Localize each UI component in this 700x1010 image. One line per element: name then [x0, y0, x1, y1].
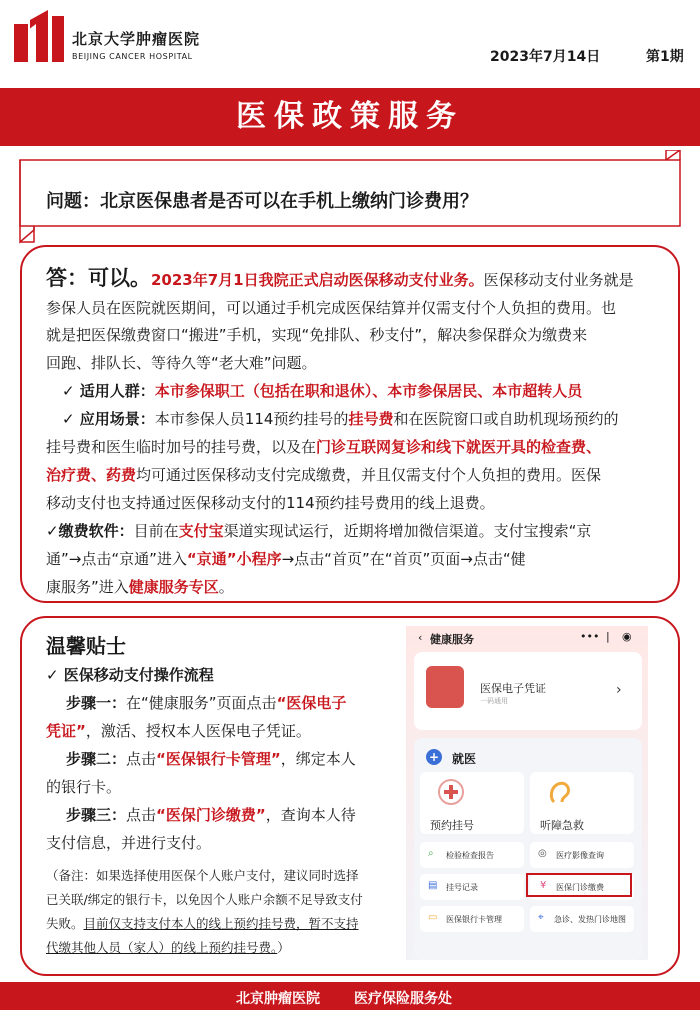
ear-icon: [544, 778, 574, 808]
plus-icon: +: [426, 749, 442, 765]
applicable-crowd: ✓ 适用人群：本市参保职工（包括在职和退休）、本市参保居民、本市超转人员: [62, 382, 583, 400]
appointment-label: 预约挂号: [430, 819, 474, 832]
hospital-logo-english-name: BEIJING CANCER HOSPITAL: [72, 52, 193, 61]
tips-flow-heading: ✓ 医保移动支付操作流程: [46, 666, 214, 684]
question-text: 问题：北京医保患者是否可以在手机上缴纳门诊费用？: [46, 191, 478, 212]
application-scene-line-3: 治疗费、药费均可通过医保移动支付完成缴费，并且仅需支付个人负担的费用。医保: [46, 466, 602, 484]
application-scene-line-2: 挂号费和医生临时加号的挂号费，以及在门诊互联网复诊和线下就医开具的检查费、: [46, 438, 602, 456]
phone-page-title: 健康服务: [430, 633, 474, 646]
application-scene-line-4: 移动支付也支持通过医保移动支付的114预约挂号费用的线上退费。: [46, 494, 495, 512]
outpatient-payment-label: 医保门诊缴费: [556, 883, 604, 892]
lab-report-label: 检验检查报告: [446, 851, 494, 860]
footer-department: 医疗保险服务处: [354, 991, 452, 1007]
step-3-line-1: 步骤三：点击“医保门诊缴费”，查询本人待: [66, 806, 356, 824]
yuan-icon: ¥: [540, 880, 547, 891]
payment-software-line-1: ✓缴费软件：目前在支付宝渠道实现试运行，近期将增加微信渠道。支付宝搜索“京: [46, 522, 592, 540]
answer-lead: 2023年7月1日我院正式启动医保移动支付业务。: [151, 271, 484, 289]
application-scene-line-1: ✓ 应用场景：本市参保人员114预约挂号的挂号费和在医院窗口或自助机现场预约的: [62, 410, 619, 428]
imaging-icon: ◎: [538, 848, 547, 859]
issue-date: 2023年7月14日: [490, 49, 601, 65]
answer-heading: 答：可以。: [46, 266, 151, 290]
step-1-line-2: 凭证”，激活、授权本人医保电子凭证。: [46, 722, 311, 740]
banner-title: 医保政策服务: [236, 99, 464, 134]
divider-icon: |: [606, 630, 610, 643]
issue-number: 第1期: [646, 49, 684, 65]
answer-line-4: 回跑、排队长、等待久等“老大难”问题。: [46, 354, 317, 372]
close-icon[interactable]: ◉: [622, 630, 632, 643]
hearing-emergency-label: 听障急救: [540, 819, 584, 832]
hospital-logo-chinese-name: 北京大学肿瘤医院: [72, 30, 201, 48]
note-line-2: 已关联/绑定的银行卡，以免因个人账户余额不足导致支付: [46, 892, 363, 907]
footer-bar: [0, 982, 700, 1010]
answer-line-2: 参保人员在医院就医期间，可以通过手机完成医保结算并仅需支付个人负担的费用。也: [46, 299, 617, 317]
more-icon[interactable]: •••: [580, 630, 600, 643]
footer-hospital: 北京肿瘤医院: [236, 991, 320, 1007]
bank-card-icon: ▭: [428, 912, 438, 923]
outpatient-payment-highlight: [526, 873, 632, 897]
e-voucher-icon: [426, 666, 464, 708]
medical-section-title: 就医: [452, 752, 477, 766]
search-icon: ⌕: [428, 848, 434, 859]
record-icon: ▤: [428, 880, 438, 891]
hospital-cross-icon: [436, 778, 466, 806]
map-pin-icon: ⌖: [538, 912, 544, 923]
registration-record-label: 挂号记录: [446, 883, 478, 892]
step-2-line-2: 的银行卡。: [46, 778, 122, 796]
payment-software-line-2: 通”→点击“京通”进入“京通”小程序→点击“首页”在“首页”页面→点击“健: [46, 550, 526, 568]
note-line-1: （备注：如果选择使用医保个人账户支付，建议同时选择: [46, 868, 359, 883]
step-2-line-1: 步骤二：点击“医保银行卡管理”，绑定本人: [66, 750, 356, 768]
tips-title: 温馨贴士: [46, 634, 126, 658]
hospital-logo-mark: [14, 10, 64, 62]
note-line-3: 失败。目前仅支持支付本人的线上预约挂号费，暂不支持: [46, 916, 359, 931]
note-line-4: 代缴其他人员（家人）的线上预约挂号费。）: [46, 940, 290, 955]
answer-line-1: 答：可以。2023年7月1日我院正式启动医保移动支付业务。医保移动支付业务就是: [46, 266, 634, 290]
medical-imaging-label: 医疗影像查询: [556, 851, 604, 860]
e-voucher-subtitle: 一码通用: [480, 697, 508, 705]
emergency-fever-map-label: 急诊、发热门诊地图: [554, 915, 626, 924]
answer-line-3: 就是把医保缴费窗口“搬进”手机，实现“免排队、秒支付”，解决参保群众为缴费来: [46, 326, 588, 344]
chevron-right-icon: ›: [616, 682, 622, 698]
back-icon[interactable]: ‹: [418, 631, 423, 644]
step-1-line-1: 步骤一：在“健康服务”页面点击“医保电子: [66, 694, 347, 712]
e-voucher-title: 医保电子凭证: [480, 682, 546, 695]
payment-software-line-3: 康服务”进入健康服务专区。: [46, 578, 234, 596]
step-3-line-2: 支付信息，并进行支付。: [46, 834, 212, 852]
bank-card-management-label: 医保银行卡管理: [446, 915, 502, 924]
